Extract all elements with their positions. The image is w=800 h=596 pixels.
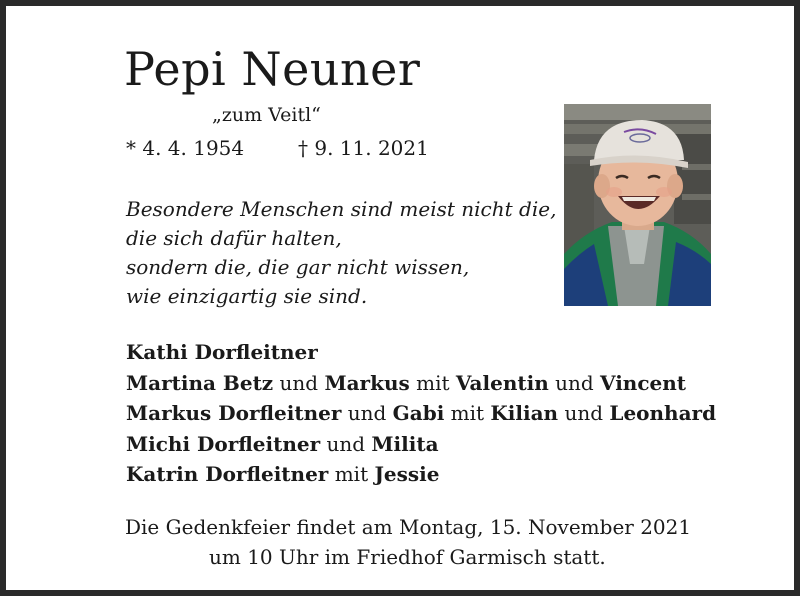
family-member-name: Katrin Dorfleitner [126,462,329,486]
family-member-name: Markus Dorfleitner [126,401,342,425]
family-member-name: Jessie [374,462,440,486]
quote-line: Besondere Menschen sind meist nicht die, [126,197,557,221]
family-member-name: Vincent [600,370,687,395]
family-connector: und [341,401,393,425]
family-row [126,398,716,429]
quote-line: wie einzigartig sie sind. [126,284,368,308]
family-row [126,337,716,368]
family-member-name: Michi Dorfleitner [126,431,321,456]
death-date: † 9. 11. 2021 [298,136,429,160]
family-member-name: Gabi [392,401,445,425]
family-member-name: Valentin [455,370,549,395]
family-connector: und [558,401,610,425]
ceremony-line: um 10 Uhr im Friedhof Garmisch statt. [209,545,606,569]
family-row [126,459,716,490]
family-connector: und [548,370,601,395]
family-member-name: Leonhard [609,401,717,425]
family-member-name: Martina Betz [126,370,274,395]
quote-line: sondern die, die gar nicht wissen, [126,255,470,279]
family-member-name: Markus [324,370,410,395]
family-connector: und [273,370,325,395]
family-member-name: Kilian [490,401,559,425]
family-list [126,337,716,490]
ceremony-line: Die Gedenkfeier findet am Montag, 15. November 2021 [125,515,692,539]
family-member-name: Milita [371,431,439,456]
family-connector: mit [409,370,456,395]
family-member-name: Kathi Dorfleitner [126,340,318,364]
nickname: „zum Veitl“ [212,104,321,126]
family-connector: mit [444,401,491,425]
family-row [126,429,716,460]
family-row [126,368,716,399]
family-connector: und [320,431,372,456]
portrait-photo [564,104,711,306]
deceased-name: Pepi Neuner [124,42,421,96]
family-connector: mit [328,462,375,486]
quote-line: die sich dafür halten, [126,226,342,250]
memorial-quote [126,195,556,311]
birth-date: * 4. 4. 1954 [126,136,245,160]
